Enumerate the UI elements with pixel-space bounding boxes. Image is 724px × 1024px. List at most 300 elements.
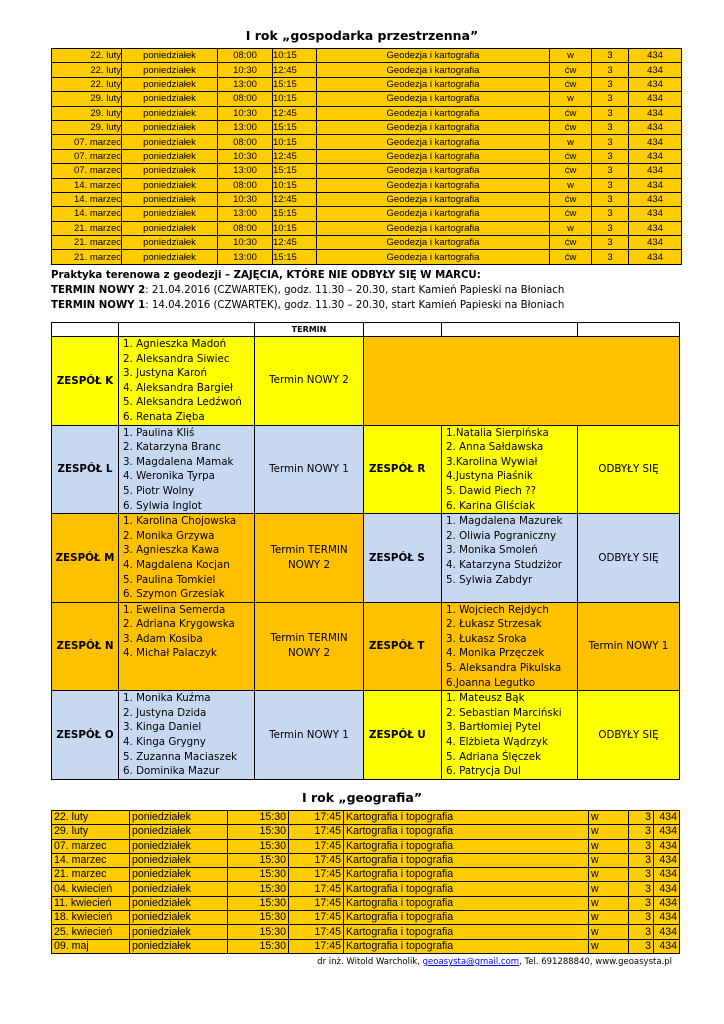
hours-cell: 3	[592, 92, 629, 106]
team-member: 4. Magdalena Kocjan	[123, 558, 230, 571]
team-member: 6. Dominika Mazur	[123, 765, 220, 778]
team-member: 5. Sylwia Zabdyr	[446, 573, 533, 586]
subject-cell: Kartografia i topografia	[344, 853, 589, 867]
team-status: ODBYŁY SIĘ	[578, 691, 680, 780]
footer	[317, 957, 672, 967]
team-member: 6. Sylwia Inglot	[123, 499, 202, 512]
team-member: 5. Paulina Tomkiel	[123, 573, 216, 586]
table-row	[52, 911, 680, 925]
subject-cell: Kartografia i topografia	[344, 882, 589, 896]
team-members	[119, 691, 255, 780]
footer-email-link[interactable]: geoasysta@gmail.com	[422, 957, 520, 967]
team-name: ZESPÓŁ T	[364, 602, 442, 691]
header-termin: TERMIN	[255, 323, 364, 337]
hours-cell: 3	[592, 250, 629, 264]
hours-cell: 3	[629, 911, 654, 925]
date-cell: 14. marzec	[52, 207, 122, 221]
hours-cell: 3	[592, 192, 629, 206]
subject-cell: Kartografia i topografia	[344, 839, 589, 853]
teams-table	[51, 322, 680, 780]
type-cell: w	[589, 811, 629, 825]
team-member: 2. Oliwia Pograniczny	[446, 529, 557, 542]
subject-cell: Geodezja i kartografia	[317, 221, 550, 235]
team-member: 1.Natalia Sierpińska	[446, 426, 549, 439]
day-cell: poniedziałek	[130, 853, 228, 867]
end-cell: 17:45	[289, 911, 344, 925]
day-cell: poniedziałek	[122, 77, 218, 91]
team-row	[52, 514, 680, 603]
day-cell: poniedziałek	[122, 221, 218, 235]
practice-heading: Praktyka terenowa z geodezji – ZAJĘCIA, KTÓRE NIE ODBYŁY SIĘ W MARCU:	[51, 270, 481, 281]
day-cell: poniedziałek	[130, 868, 228, 882]
type-cell: w	[550, 135, 592, 149]
room-cell: 434	[629, 135, 682, 149]
team-members	[119, 514, 255, 603]
start-cell: 13:00	[218, 120, 273, 134]
table-row	[52, 221, 682, 235]
team-member: 6.Joanna Legutko	[446, 676, 535, 689]
table-row	[52, 853, 680, 867]
hours-cell: 3	[592, 106, 629, 120]
team-member: 2. Aleksandra Siwiec	[123, 352, 230, 365]
start-cell: 10:30	[218, 236, 273, 250]
subject-cell: Geodezja i kartografia	[317, 77, 550, 91]
start-cell: 15:30	[228, 925, 289, 939]
type-cell: w	[589, 896, 629, 910]
start-cell: 13:00	[218, 207, 273, 221]
team-name: ZESPÓŁ M	[52, 514, 119, 603]
subject-cell: Geodezja i kartografia	[317, 49, 550, 63]
team-member: 1. Wojciech Rejdych	[446, 603, 549, 616]
start-cell: 15:30	[228, 911, 289, 925]
date-cell: 07. marzec	[52, 135, 122, 149]
type-cell: w	[550, 92, 592, 106]
practice-info	[51, 268, 564, 313]
date-cell: 18. kwiecień	[52, 911, 130, 925]
team-member: 5. Zuzanna Maciaszek	[123, 750, 238, 763]
hours-cell: 3	[592, 149, 629, 163]
end-cell: 17:45	[289, 853, 344, 867]
team-term: Termin NOWY 1	[255, 425, 364, 514]
team-member: 4. Weronika Tyrpa	[123, 470, 215, 483]
start-cell: 15:30	[228, 896, 289, 910]
end-cell: 15:15	[273, 250, 317, 264]
team-name: ZESPÓŁ U	[364, 691, 442, 780]
start-cell: 15:30	[228, 853, 289, 867]
team-member: 2. Adriana Krygowska	[123, 618, 235, 631]
end-cell: 12:45	[273, 149, 317, 163]
start-cell: 13:00	[218, 250, 273, 264]
date-cell: 29. luty	[52, 825, 130, 839]
day-cell: poniedziałek	[130, 939, 228, 953]
team-name: ZESPÓŁ L	[52, 425, 119, 514]
type-cell: ćw	[550, 63, 592, 77]
end-cell: 12:45	[273, 63, 317, 77]
table-row	[52, 77, 682, 91]
start-cell: 10:30	[218, 106, 273, 120]
team-member: 3. Łukasz Sroka	[446, 632, 527, 645]
subject-cell: Kartografia i topografia	[344, 911, 589, 925]
schedule-table-gospodarka	[51, 48, 682, 265]
hours-cell: 3	[629, 882, 654, 896]
end-cell: 17:45	[289, 896, 344, 910]
day-cell: poniedziałek	[122, 106, 218, 120]
team-name: ZESPÓŁ O	[52, 691, 119, 780]
day-cell: poniedziałek	[130, 896, 228, 910]
end-cell: 12:45	[273, 236, 317, 250]
team-member: 2. Monika Grzywa	[123, 529, 215, 542]
hours-cell: 3	[629, 839, 654, 853]
room-cell: 434	[654, 925, 680, 939]
day-cell: poniedziałek	[130, 839, 228, 853]
day-cell: poniedziałek	[122, 63, 218, 77]
type-cell: w	[589, 939, 629, 953]
team-name: ZESPÓŁ R	[364, 425, 442, 514]
subject-cell: Geodezja i kartografia	[317, 120, 550, 134]
subject-cell: Geodezja i kartografia	[317, 250, 550, 264]
team-members	[442, 691, 578, 780]
day-cell: poniedziałek	[122, 92, 218, 106]
hours-cell: 3	[592, 207, 629, 221]
team-member: 5. Dawid Piech ??	[446, 484, 536, 497]
date-cell: 07. marzec	[52, 149, 122, 163]
table-row	[52, 811, 680, 825]
type-cell: w	[550, 49, 592, 63]
hours-cell: 3	[629, 853, 654, 867]
team-status: Termin NOWY 1	[578, 602, 680, 691]
start-cell: 15:30	[228, 882, 289, 896]
table-row	[52, 106, 682, 120]
room-cell: 434	[654, 825, 680, 839]
type-cell: w	[589, 925, 629, 939]
footer-author: dr inż. Witold Warcholik,	[317, 957, 423, 967]
hours-cell: 3	[592, 77, 629, 91]
day-cell: poniedziałek	[130, 825, 228, 839]
team-member: 5. Adriana Ślęczek	[446, 750, 542, 763]
day-cell: poniedziałek	[122, 135, 218, 149]
team-row	[52, 337, 680, 426]
nowy2-label: TERMIN NOWY 2	[51, 285, 146, 296]
end-cell: 10:15	[273, 49, 317, 63]
team-member: 3. Monika Smoleń	[446, 544, 538, 557]
subject-cell: Kartografia i topografia	[344, 939, 589, 953]
team-status: ODBYŁY SIĘ	[578, 425, 680, 514]
subject-cell: Geodezja i kartografia	[317, 63, 550, 77]
empty-cell	[364, 337, 680, 426]
date-cell: 21. marzec	[52, 221, 122, 235]
subject-cell: Kartografia i topografia	[344, 925, 589, 939]
schedule-table-geografia	[51, 810, 680, 954]
title-gospodarka: I rok „gospodarka przestrzenna”	[245, 28, 479, 43]
date-cell: 21. marzec	[52, 868, 130, 882]
team-members	[442, 602, 578, 691]
table-row	[52, 925, 680, 939]
team-term: Termin TERMIN NOWY 2	[255, 514, 364, 603]
team-members	[442, 425, 578, 514]
subject-cell: Kartografia i topografia	[344, 868, 589, 882]
team-members	[119, 425, 255, 514]
hours-cell: 3	[592, 164, 629, 178]
table-row	[52, 882, 680, 896]
table-row	[52, 250, 682, 264]
date-cell: 29. luty	[52, 92, 122, 106]
team-member: 3. Bartłomiej Pytel	[446, 721, 541, 734]
end-cell: 15:15	[273, 120, 317, 134]
type-cell: w	[589, 868, 629, 882]
team-member: 5. Aleksandra Pikulska	[446, 662, 562, 675]
type-cell: w	[589, 911, 629, 925]
room-cell: 434	[654, 896, 680, 910]
type-cell: w	[589, 825, 629, 839]
team-status: ODBYŁY SIĘ	[578, 514, 680, 603]
subject-cell: Kartografia i topografia	[344, 811, 589, 825]
date-cell: 09. maj	[52, 939, 130, 953]
room-cell: 434	[654, 839, 680, 853]
subject-cell: Geodezja i kartografia	[317, 149, 550, 163]
team-member: 3. Kinga Daniel	[123, 721, 202, 734]
end-cell: 17:45	[289, 868, 344, 882]
team-member: 1. Magdalena Mazurek	[446, 515, 563, 528]
room-cell: 434	[629, 77, 682, 91]
day-cell: poniedziałek	[122, 207, 218, 221]
date-cell: 07. marzec	[52, 839, 130, 853]
type-cell: ćw	[550, 77, 592, 91]
start-cell: 08:00	[218, 49, 273, 63]
team-row	[52, 602, 680, 691]
end-cell: 17:45	[289, 839, 344, 853]
subject-cell: Kartografia i topografia	[344, 825, 589, 839]
day-cell: poniedziałek	[122, 164, 218, 178]
team-member: 4. Michał Palaczyk	[123, 647, 217, 660]
end-cell: 15:15	[273, 207, 317, 221]
start-cell: 10:30	[218, 192, 273, 206]
nowy1-label: TERMIN NOWY 1	[51, 300, 146, 311]
start-cell: 08:00	[218, 135, 273, 149]
table-row	[52, 49, 682, 63]
date-cell: 22. luty	[52, 811, 130, 825]
team-members	[119, 337, 255, 426]
team-member: 4.Justyna Piaśnik	[446, 470, 533, 483]
room-cell: 434	[654, 853, 680, 867]
start-cell: 08:00	[218, 92, 273, 106]
room-cell: 434	[629, 120, 682, 134]
start-cell: 15:30	[228, 939, 289, 953]
type-cell: ćw	[550, 250, 592, 264]
table-row	[52, 164, 682, 178]
type-cell: w	[550, 221, 592, 235]
end-cell: 10:15	[273, 92, 317, 106]
team-member: 3. Agnieszka Kawa	[123, 544, 220, 557]
room-cell: 434	[629, 236, 682, 250]
day-cell: poniedziałek	[122, 178, 218, 192]
table-row	[52, 896, 680, 910]
room-cell: 434	[629, 63, 682, 77]
room-cell: 434	[629, 207, 682, 221]
team-term: Termin NOWY 1	[255, 691, 364, 780]
type-cell: w	[589, 853, 629, 867]
end-cell: 10:15	[273, 221, 317, 235]
hours-cell: 3	[592, 120, 629, 134]
hours-cell: 3	[592, 236, 629, 250]
room-cell: 434	[629, 250, 682, 264]
start-cell: 15:30	[228, 839, 289, 853]
end-cell: 12:45	[273, 106, 317, 120]
start-cell: 13:00	[218, 164, 273, 178]
room-cell: 434	[654, 811, 680, 825]
table-row	[52, 236, 682, 250]
date-cell: 21. marzec	[52, 236, 122, 250]
hours-cell: 3	[592, 221, 629, 235]
date-cell: 22. luty	[52, 49, 122, 63]
table-row	[52, 839, 680, 853]
day-cell: poniedziałek	[122, 192, 218, 206]
day-cell: poniedziałek	[122, 250, 218, 264]
table-row	[52, 149, 682, 163]
table-row	[52, 135, 682, 149]
subject-cell: Geodezja i kartografia	[317, 92, 550, 106]
room-cell: 434	[654, 911, 680, 925]
team-member: 1. Ewelina Semerda	[123, 603, 226, 616]
footer-contact: , Tel. 691288840, www.geoasysta.pl	[519, 957, 672, 967]
subject-cell: Geodezja i kartografia	[317, 236, 550, 250]
type-cell: w	[550, 178, 592, 192]
team-member: 6. Karina Gliściak	[446, 499, 536, 512]
team-member: 4. Kinga Grygny	[123, 736, 206, 749]
day-cell: poniedziałek	[130, 911, 228, 925]
hours-cell: 3	[629, 868, 654, 882]
type-cell: w	[589, 882, 629, 896]
end-cell: 15:15	[273, 77, 317, 91]
hours-cell: 3	[629, 825, 654, 839]
team-member: 4. Katarzyna Studziżor	[446, 558, 563, 571]
table-row	[52, 178, 682, 192]
table-row	[52, 939, 680, 953]
subject-cell: Geodezja i kartografia	[317, 135, 550, 149]
day-cell: poniedziałek	[122, 236, 218, 250]
table-row	[52, 825, 680, 839]
hours-cell: 3	[592, 178, 629, 192]
hours-cell: 3	[629, 896, 654, 910]
date-cell: 14. marzec	[52, 192, 122, 206]
hours-cell: 3	[629, 939, 654, 953]
team-member: 4. Aleksandra Bargieł	[123, 381, 233, 394]
hours-cell: 3	[629, 925, 654, 939]
date-cell: 21. marzec	[52, 250, 122, 264]
end-cell: 10:15	[273, 178, 317, 192]
subject-cell: Geodezja i kartografia	[317, 106, 550, 120]
hours-cell: 3	[592, 63, 629, 77]
date-cell: 29. luty	[52, 106, 122, 120]
room-cell: 434	[654, 868, 680, 882]
date-cell: 04. kwiecień	[52, 882, 130, 896]
team-member: 1. Mateusz Bąk	[446, 692, 525, 705]
team-member: 3. Justyna Karoń	[123, 367, 207, 380]
start-cell: 15:30	[228, 868, 289, 882]
room-cell: 434	[654, 939, 680, 953]
end-cell: 17:45	[289, 811, 344, 825]
type-cell: ćw	[550, 236, 592, 250]
room-cell: 434	[629, 149, 682, 163]
team-member: 5. Piotr Wolny	[123, 484, 195, 497]
date-cell: 29. luty	[52, 120, 122, 134]
team-member: 3. Magdalena Mamak	[123, 455, 234, 468]
start-cell: 15:30	[228, 811, 289, 825]
title-geografia: I rok „geografia”	[301, 790, 423, 805]
end-cell: 17:45	[289, 825, 344, 839]
end-cell: 12:45	[273, 192, 317, 206]
table-row	[52, 63, 682, 77]
type-cell: ćw	[550, 192, 592, 206]
subject-cell: Geodezja i kartografia	[317, 192, 550, 206]
start-cell: 08:00	[218, 178, 273, 192]
date-cell: 14. marzec	[52, 853, 130, 867]
day-cell: poniedziałek	[130, 811, 228, 825]
team-member: 4. Monika Przęczek	[446, 647, 545, 660]
day-cell: poniedziałek	[122, 149, 218, 163]
room-cell: 434	[629, 106, 682, 120]
end-cell: 17:45	[289, 882, 344, 896]
team-member: 6. Patrycja Dul	[446, 765, 521, 778]
type-cell: ćw	[550, 164, 592, 178]
day-cell: poniedziałek	[130, 882, 228, 896]
start-cell: 15:30	[228, 825, 289, 839]
room-cell: 434	[629, 178, 682, 192]
team-member: 2. Justyna Dzida	[123, 706, 207, 719]
team-member: 3. Adam Kosiba	[123, 632, 203, 645]
room-cell: 434	[629, 221, 682, 235]
team-member: 6. Szymon Grzesiak	[123, 588, 225, 601]
team-member: 2. Katarzyna Branc	[123, 441, 221, 454]
end-cell: 10:15	[273, 135, 317, 149]
subject-cell: Geodezja i kartografia	[317, 164, 550, 178]
team-member: 2. Łukasz Strzesak	[446, 618, 542, 631]
team-name: ZESPÓŁ N	[52, 602, 119, 691]
room-cell: 434	[629, 164, 682, 178]
table-row	[52, 207, 682, 221]
start-cell: 08:00	[218, 221, 273, 235]
hours-cell: 3	[629, 811, 654, 825]
team-member: 1. Paulina Kliś	[123, 426, 195, 439]
subject-cell: Kartografia i topografia	[344, 896, 589, 910]
team-term: Termin NOWY 2	[255, 337, 364, 426]
team-member: 4. Elżbieta Wądrzyk	[446, 736, 548, 749]
date-cell: 14. marzec	[52, 178, 122, 192]
type-cell: ćw	[550, 149, 592, 163]
room-cell: 434	[654, 882, 680, 896]
type-cell: ćw	[550, 106, 592, 120]
team-members	[442, 514, 578, 603]
team-member: 1. Monika Kuźma	[123, 692, 211, 705]
team-name: ZESPÓŁ K	[52, 337, 119, 426]
room-cell: 434	[629, 49, 682, 63]
table-row	[52, 192, 682, 206]
table-row	[52, 868, 680, 882]
team-member: 2. Sebastian Marciński	[446, 706, 562, 719]
team-row	[52, 691, 680, 780]
start-cell: 10:30	[218, 63, 273, 77]
team-member: 3.Karolina Wywiał	[446, 455, 538, 468]
table-row	[52, 92, 682, 106]
start-cell: 10:30	[218, 149, 273, 163]
table-row	[52, 120, 682, 134]
team-term: Termin TERMIN NOWY 2	[255, 602, 364, 691]
type-cell: ćw	[550, 120, 592, 134]
date-cell: 07. marzec	[52, 164, 122, 178]
subject-cell: Geodezja i kartografia	[317, 207, 550, 221]
room-cell: 434	[629, 192, 682, 206]
team-members	[119, 602, 255, 691]
date-cell: 11. kwiecień	[52, 896, 130, 910]
